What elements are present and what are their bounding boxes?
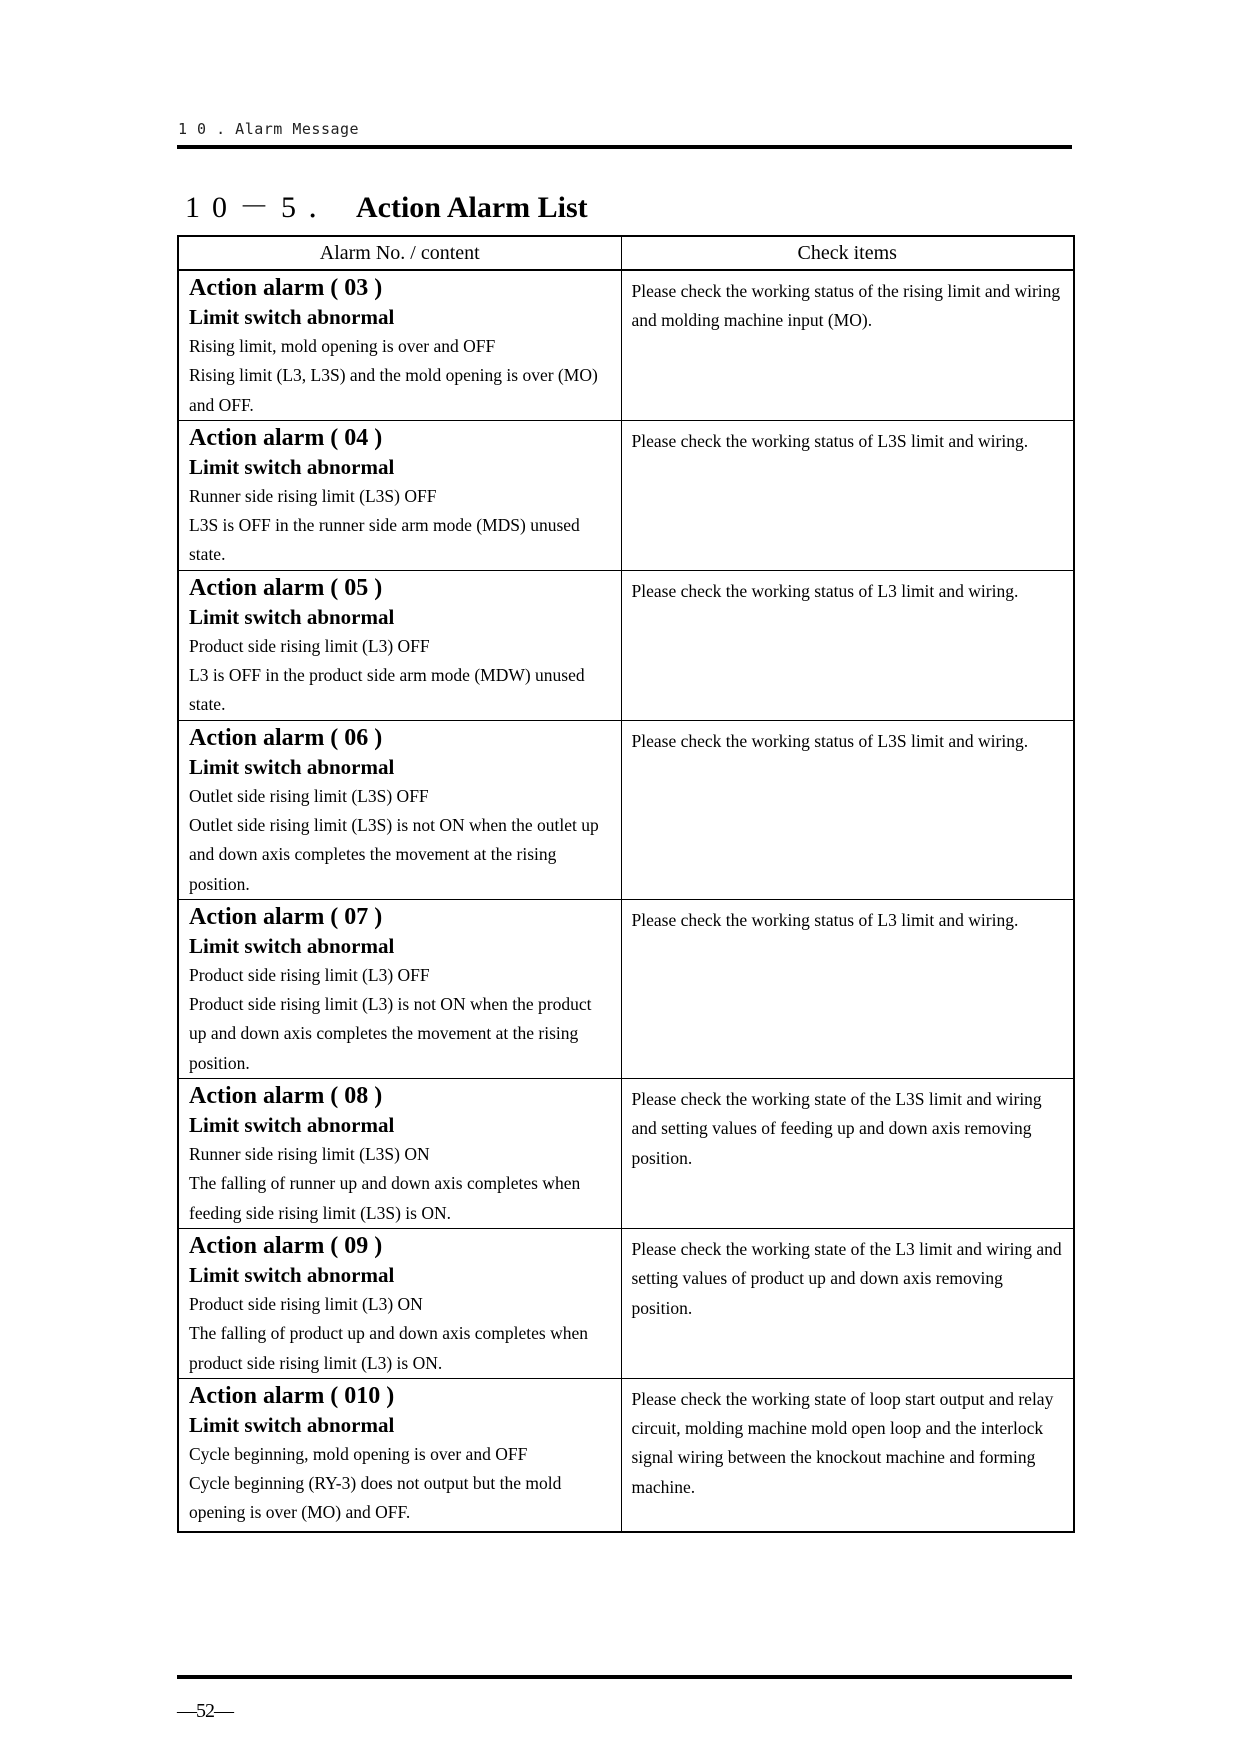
table-header-row <box>178 236 1074 270</box>
alarm-title: Action alarm ( 08 ) <box>189 1083 383 1110</box>
table-row <box>178 720 1074 899</box>
alarm-subtitle: Limit switch abnormal <box>189 1113 395 1138</box>
check-item-text: Please check the working state of loop start output and relay circuit, molding machine mold open loop and the interlock signal wiring between the knockout machine and forming machine. <box>631 1388 1054 1497</box>
alarm-description: Rising limit, mold opening is over and OFF <box>189 336 496 356</box>
alarm-subtitle: Limit switch abnormal <box>189 305 395 329</box>
section-title-text: Action Alarm List <box>356 191 588 224</box>
alarm-description: Cycle beginning (RY-3) does not output but the mold opening is over (MO) and OFF. <box>189 1473 562 1523</box>
table-row <box>178 1378 1074 1532</box>
alarm-description: Cycle beginning, mold opening is over and OFF <box>189 1443 528 1464</box>
page-number: —52— <box>177 1700 233 1722</box>
column-header-check: Check items <box>621 236 1074 270</box>
table-row <box>178 899 1074 1078</box>
alarm-content-cell <box>178 1079 621 1229</box>
alarm-title: Action alarm ( 06 ) <box>189 724 383 751</box>
check-items-cell <box>621 720 1074 899</box>
alarm-content-cell <box>178 1228 621 1378</box>
alarm-description: The falling of runner up and down axis completes when feeding side rising limit (L3S) is ON. <box>189 1173 581 1223</box>
check-item-text: Please check the working state of the L3S limit and wiring and setting values of feeding up and down axis removing position. <box>631 1089 1042 1168</box>
alarm-subtitle: Limit switch abnormal <box>189 933 395 958</box>
alarm-description: L3 is OFF in the product side arm mode (MDW) unused state. <box>189 665 585 715</box>
alarm-description: Runner side rising limit (L3S) OFF <box>189 485 437 506</box>
check-item-text: Please check the working status of L3 limit and wiring. <box>631 580 1019 601</box>
alarm-title: Action alarm ( 07 ) <box>189 903 383 930</box>
alarm-description: L3S is OFF in the runner side arm mode (MDS) unused state. <box>189 515 580 565</box>
alarm-content-cell <box>178 420 621 570</box>
alarm-description: Outlet side rising limit (L3S) is not ON when the outlet up and down axis completes the movement at the rising position. <box>189 814 599 894</box>
alarm-subtitle: Limit switch abnormal <box>189 604 395 629</box>
alarm-description: Rising limit (L3, L3S) and the mold opening is over (MO) and OFF. <box>189 365 598 415</box>
alarm-content-cell <box>178 1378 621 1532</box>
alarm-title: Action alarm ( 04 ) <box>189 424 383 451</box>
alarm-description: Product side rising limit (L3) OFF <box>189 964 430 985</box>
alarm-description: Product side rising limit (L3) ON <box>189 1293 423 1314</box>
check-item-text: Please check the working status of the rising limit and wiring and molding machine input (MO). <box>631 281 1061 331</box>
check-item-text: Please check the working status of L3S limit and wiring. <box>631 430 1029 451</box>
check-items-cell <box>621 1079 1074 1229</box>
alarm-title: Action alarm ( 05 ) <box>189 574 383 601</box>
check-items-cell <box>621 420 1074 570</box>
alarm-subtitle: Limit switch abnormal <box>189 1412 395 1437</box>
alarm-description: Product side rising limit (L3) OFF <box>189 635 430 656</box>
section-title <box>185 190 588 226</box>
section-number: 10－5． <box>185 191 350 224</box>
alarm-subtitle: Limit switch abnormal <box>189 1262 395 1287</box>
header-rule <box>177 145 1072 149</box>
alarm-description: The falling of product up and down axis completes when product side rising limit (L3) is ON. <box>189 1323 588 1373</box>
alarm-description: Runner side rising limit (L3S) ON <box>189 1144 430 1165</box>
alarm-title: Action alarm ( 03 ) <box>189 275 383 301</box>
alarm-subtitle: Limit switch abnormal <box>189 754 395 779</box>
alarm-subtitle: Limit switch abnormal <box>189 454 395 479</box>
alarm-table <box>177 235 1075 1533</box>
column-header-alarm: Alarm No. / content <box>178 236 621 270</box>
alarm-content-cell <box>178 899 621 1078</box>
alarm-description: Product side rising limit (L3) is not ON when the product up and down axis completes the movement at the rising position. <box>189 994 592 1073</box>
alarm-title: Action alarm ( 09 ) <box>189 1232 383 1259</box>
alarm-content-cell <box>178 570 621 720</box>
check-item-text: Please check the working status of L3 limit and wiring. <box>631 909 1019 930</box>
table-row <box>178 1228 1074 1378</box>
alarm-description: Outlet side rising limit (L3S) OFF <box>189 785 429 806</box>
running-head: 1 0 . Alarm Message <box>178 120 360 138</box>
check-item-text: Please check the working status of L3S limit and wiring. <box>631 730 1029 751</box>
check-items-cell <box>621 1228 1074 1378</box>
alarm-title: Action alarm ( 010 ) <box>189 1382 395 1409</box>
check-items-cell <box>621 570 1074 720</box>
check-items-cell <box>621 270 1074 420</box>
alarm-content-cell <box>178 720 621 899</box>
check-items-cell <box>621 1378 1074 1532</box>
footer-rule <box>177 1675 1072 1679</box>
table-row <box>178 270 1074 420</box>
alarm-content-cell <box>178 270 621 420</box>
table-row <box>178 1079 1074 1229</box>
check-items-cell <box>621 899 1074 1078</box>
table-row <box>178 570 1074 720</box>
check-item-text: Please check the working state of the L3 limit and wiring and setting values of product up and down axis removing position. <box>631 1238 1062 1318</box>
table-row <box>178 420 1074 570</box>
